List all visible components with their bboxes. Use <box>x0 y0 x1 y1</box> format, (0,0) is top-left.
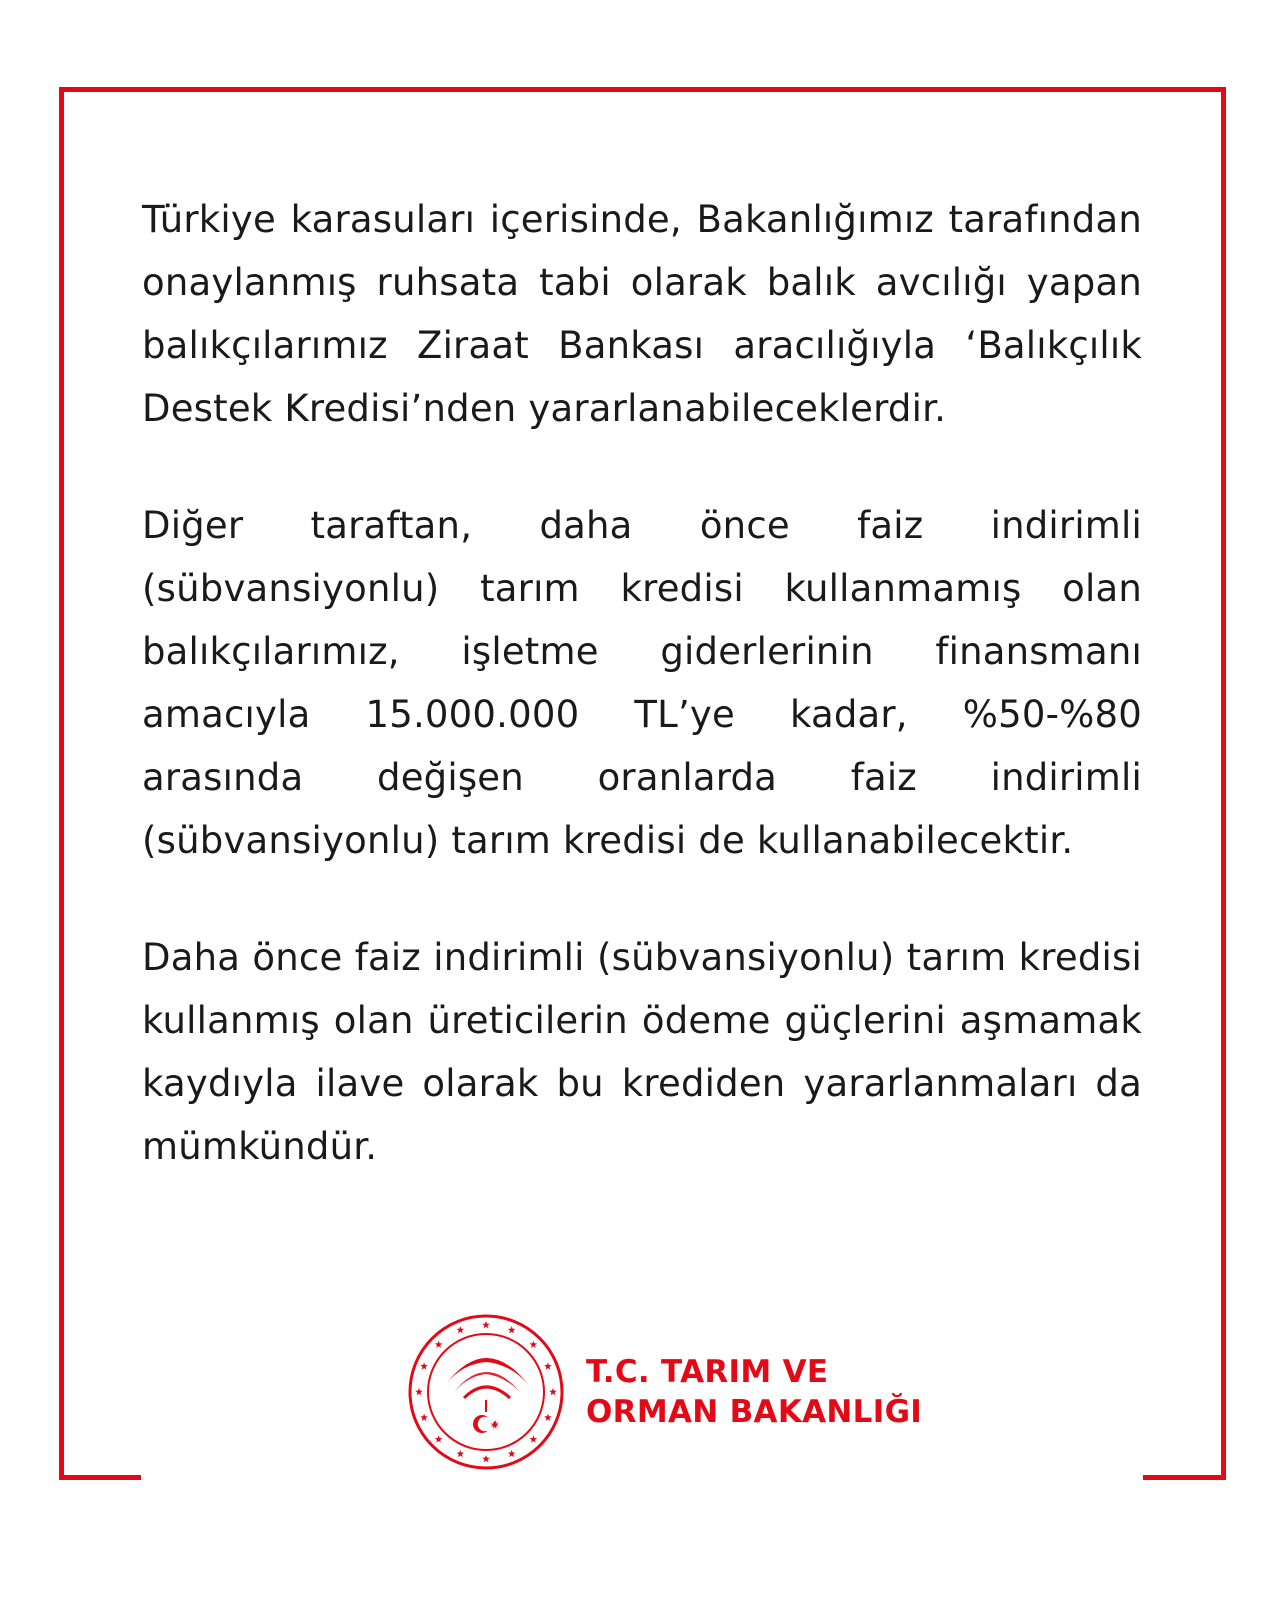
paragraph-3: Daha önce faiz indirimli (sübvansiyonlu) tarım kredisi kullanmış olan üreticilerin ödeme güçlerini aşmamak kaydıyla ilave olarak bu krediden yararlanmaları da mümkündür. <box>142 936 1142 1168</box>
emblem-star-icon <box>435 1341 443 1348</box>
emblem-star-icon <box>508 1326 516 1333</box>
emblem-star-icon <box>482 1455 490 1462</box>
paragraph-1: Türkiye karasuları içerisinde, Bakanlığımız tarafından onaylanmış ruhsata tabi olarak balık avcılığı yapan balıkçılarımız Ziraat Bankası aracılığıyla ‘Balıkçılık Destek Kredisi’nden yararlanabileceklerdir. <box>142 198 1142 430</box>
ministry-name <box>586 1352 922 1432</box>
emblem-star-icon <box>457 1450 465 1457</box>
emblem-star-icon <box>530 1435 538 1442</box>
emblem-star-icon <box>420 1362 428 1369</box>
emblem-star-icon <box>544 1362 552 1369</box>
paragraph-2: Diğer taraftan, daha önce faiz indirimli (sübvansiyonlu) tarım kredisi kullanmamış olan balıkçılarımız, işletme giderlerinin finansmanı amacıyla 15.000.000 TL’ye kadar, %50-%80 arasında değişen oranlarda faiz indirimli (sübvansiyonlu) tarım kredisi de kullanabilecektir. <box>142 504 1142 862</box>
announcement-body <box>142 188 1142 1178</box>
ministry-name-line-2: ORMAN BAKANLIĞI <box>586 1394 923 1430</box>
emblem-star-icon <box>530 1341 538 1348</box>
frame-top-border <box>59 87 1226 92</box>
emblem-star-icon <box>549 1388 557 1395</box>
ministry-name-line-1: T.C. TARIM VE <box>586 1354 829 1390</box>
emblem-star-icon <box>508 1450 516 1457</box>
emblem-star-icon <box>482 1321 490 1328</box>
emblem-star-icon <box>435 1435 443 1442</box>
frame-bottom-right-border <box>1143 1475 1226 1480</box>
frame-left-border <box>59 87 64 1480</box>
frame-right-border <box>1221 87 1226 1480</box>
emblem-star-icon <box>544 1414 552 1421</box>
emblem-star-icon <box>420 1414 428 1421</box>
frame-bottom-left-border <box>59 1475 141 1480</box>
emblem-star-icon <box>457 1326 465 1333</box>
emblem-star-icon <box>415 1388 423 1395</box>
ministry-emblem-icon <box>406 1312 566 1472</box>
